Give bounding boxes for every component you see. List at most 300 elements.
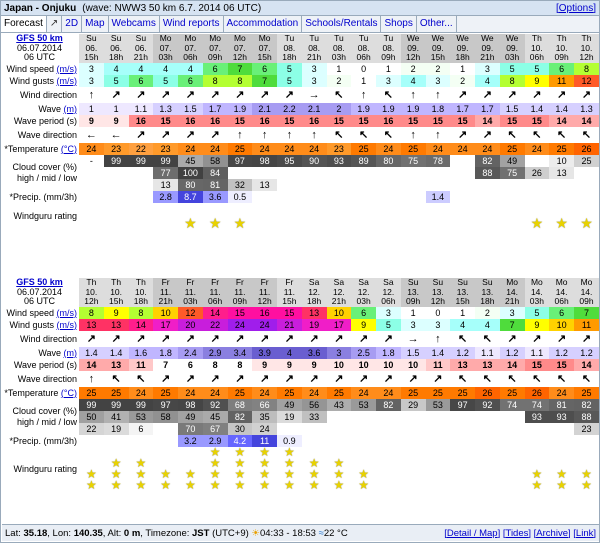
wave-cell: 3 xyxy=(327,347,352,359)
day-cell: Fr xyxy=(228,278,253,288)
wind-speed-cell: 1 xyxy=(376,63,401,75)
wave-cell: 1.9 xyxy=(228,103,253,115)
wind-speed-cell: 3 xyxy=(376,307,401,319)
wave-period-cell: 14 xyxy=(574,359,599,371)
wave-cell: 1.9 xyxy=(401,103,426,115)
direction-arrow-icon: ↑ xyxy=(88,372,95,385)
tab-shops[interactable]: Shops xyxy=(381,16,416,32)
unit-link[interactable]: (m) xyxy=(63,347,77,358)
direction-arrow-icon: ↗ xyxy=(309,372,319,385)
unit-link[interactable]: (m/s) xyxy=(56,307,77,318)
direction-arrow-icon: ↗ xyxy=(581,88,592,101)
wind-speed-cell: 2 xyxy=(426,63,451,75)
wind-speed-cell: 2 xyxy=(401,63,426,75)
wave-cell: 1.4 xyxy=(104,347,129,359)
wave-cell: 1.7 xyxy=(203,103,228,115)
day-cell: Mo xyxy=(525,278,550,288)
tab-map[interactable]: Map xyxy=(82,16,108,32)
run-utc: 06 UTC xyxy=(2,53,79,63)
wave-cell: 1.1 xyxy=(525,347,550,359)
wind-speed-cell: 8 xyxy=(79,307,104,319)
wind-speed-cell: 5 xyxy=(277,63,302,75)
rating-cell xyxy=(351,203,376,229)
link-link[interactable]: [Link] xyxy=(573,527,596,539)
tab-schools-rentals[interactable]: Schools/Rentals xyxy=(302,16,381,32)
wind-speed-cell: 0 xyxy=(426,307,451,319)
precip-cell: 4.2 xyxy=(228,435,253,447)
temperature-cell: 26 xyxy=(574,143,599,155)
model-name[interactable]: GFS 50 km xyxy=(2,278,79,288)
wind-gusts-cell: 19 xyxy=(302,319,327,331)
wind-speed-cell: 13 xyxy=(302,307,327,319)
wave-period-cell: 9 xyxy=(302,359,327,371)
day-cell: Su xyxy=(475,278,500,288)
title-bar xyxy=(1,1,599,16)
wind-gusts-row xyxy=(2,319,599,331)
precip-label: *Precip. (mm/3h) xyxy=(9,435,77,446)
direction-arrow-icon: → xyxy=(308,88,320,101)
wind-speed-row xyxy=(2,307,599,319)
alt-label: , Alt: xyxy=(102,527,122,539)
cloud-low-cell xyxy=(153,423,178,435)
rating-star-icon: ★ xyxy=(209,477,221,491)
cloud-low-cell xyxy=(302,179,327,191)
precip-cell xyxy=(549,191,574,203)
forecast-block-1 xyxy=(2,34,599,229)
cloud-mid-cell: 49 xyxy=(178,411,203,423)
cloud-mid-cell: 93 xyxy=(525,411,550,423)
wave-cell: 2.1 xyxy=(302,103,327,115)
hour-cell: 06h xyxy=(351,53,376,63)
direction-arrow-icon: ↗ xyxy=(334,372,344,385)
options-link[interactable]: [Options] xyxy=(555,2,596,14)
date-cell: 07. xyxy=(178,44,203,54)
day-cell: Fr xyxy=(203,278,228,288)
cloud-high-cell: 56 xyxy=(302,399,327,411)
rating-star-icon: ★ xyxy=(556,466,567,481)
wind-speed-cell: 1 xyxy=(450,307,475,319)
tab-accommodation[interactable]: Accommodation xyxy=(224,16,303,32)
direction-arrow-icon: ↗ xyxy=(507,88,517,101)
temperature-cell: 22 xyxy=(129,143,154,155)
direction-arrow-icon: ↗ xyxy=(383,332,393,345)
wave-cell: 1.4 xyxy=(426,347,451,359)
temperature-label: *Temperature (°C) xyxy=(4,143,77,154)
cloud-low-cell: 6 xyxy=(129,423,154,435)
cloud-mid-cell: 35 xyxy=(252,411,277,423)
unit-link[interactable]: (m/s) xyxy=(56,63,77,74)
temperature-cell: 25 xyxy=(153,387,178,399)
rating-star-icon: ★ xyxy=(531,466,543,481)
cloud-mid-cell xyxy=(104,167,129,179)
precip-cell: 11 xyxy=(252,435,277,447)
cloud-low-cell xyxy=(525,423,550,435)
rating-cell xyxy=(500,203,525,229)
rating-star-icon: ★ xyxy=(209,466,221,481)
direction-arrow-icon: ↗ xyxy=(458,128,468,141)
day-cell: Sa xyxy=(302,278,327,288)
wave-period-cell: 14 xyxy=(574,115,599,127)
wind-speed-row xyxy=(2,63,599,75)
direction-arrow-icon: ↗ xyxy=(260,332,270,345)
date-cell: 13. xyxy=(401,288,426,298)
wind-gusts-cell: 5 xyxy=(277,75,302,87)
precip-cell xyxy=(500,191,525,203)
direction-arrow-icon: ↗ xyxy=(383,372,393,385)
wave-cell: 1.7 xyxy=(475,103,500,115)
cloud-mid-cell: 53 xyxy=(129,411,154,423)
rating-cell xyxy=(327,447,352,491)
detail-map-link[interactable]: [Detail / Map] xyxy=(444,527,501,539)
date-cell: 14. xyxy=(574,288,599,298)
wave-period-row xyxy=(2,115,599,127)
rating-star-icon: ★ xyxy=(184,477,196,491)
wind-gusts-cell: 5 xyxy=(153,75,178,87)
rating-star-icon: ★ xyxy=(283,455,295,470)
run-date: 06.07.2014 xyxy=(2,288,79,298)
day-cell: We xyxy=(401,34,426,44)
wave-cell: 1.8 xyxy=(153,347,178,359)
date-cell: 09. xyxy=(401,44,426,54)
rating-cell xyxy=(277,203,302,229)
cloud-low-cell: 81 xyxy=(203,179,228,191)
day-cell: Sa xyxy=(351,278,376,288)
model-name[interactable]: GFS 50 km xyxy=(2,34,79,44)
wave-cell: 1.7 xyxy=(450,103,475,115)
cloud-high-cell: 10 xyxy=(549,155,574,167)
wind-speed-cell: 15 xyxy=(277,307,302,319)
cloud-mid-cell xyxy=(79,167,104,179)
cloud-low-cell xyxy=(525,179,550,191)
temperature-cell: 25 xyxy=(500,387,525,399)
precip-cell xyxy=(351,191,376,203)
direction-arrow-icon: ↖ xyxy=(482,332,492,345)
cloud-low-cell xyxy=(549,179,574,191)
rating-star-icon: ★ xyxy=(233,214,247,229)
wave-direction-label: Wave direction xyxy=(17,129,77,140)
cloud-mid-cell: 58 xyxy=(153,411,178,423)
wind-speed-cell: 1 xyxy=(450,63,475,75)
wind-gusts-cell: 4 xyxy=(450,319,475,331)
tab-webcams[interactable]: Webcams xyxy=(109,16,160,32)
rating-cell xyxy=(79,203,104,229)
rating-cell xyxy=(327,203,352,229)
precip-cell xyxy=(79,435,104,447)
precip-cell: 1.4 xyxy=(426,191,451,203)
wave-period-cell: 13 xyxy=(104,359,129,371)
wind-speed-cell: 9 xyxy=(104,307,129,319)
cloud-mid-row xyxy=(2,167,599,179)
cloud-mid-cell: 77 xyxy=(153,167,178,179)
cloud-high-cell: 45 xyxy=(178,155,203,167)
precip-cell xyxy=(376,435,401,447)
date-cell: 07. xyxy=(153,44,178,54)
day-cell: Sa xyxy=(327,278,352,288)
water-icon: ≈ xyxy=(318,527,324,539)
wind-gusts-cell: 3 xyxy=(426,319,451,331)
wave-period-cell: 16 xyxy=(203,115,228,127)
wave-period-cell: 6 xyxy=(178,359,203,371)
rating-star-icon: ★ xyxy=(85,477,97,491)
direction-arrow-icon: ↗ xyxy=(260,372,270,385)
direction-arrow-icon: ↗ xyxy=(482,88,492,101)
direction-arrow-icon: ↗ xyxy=(359,332,369,345)
temperature-cell: 25 xyxy=(228,387,253,399)
rating-cell xyxy=(426,447,451,491)
direction-arrow-icon: ↗ xyxy=(284,332,294,345)
wave-cell: 1.2 xyxy=(450,347,475,359)
rating-cell xyxy=(252,203,277,229)
wave-period-cell: 14 xyxy=(475,115,500,127)
wave-label: Wave (m) xyxy=(38,103,77,114)
precip-cell xyxy=(129,435,154,447)
precip-cell: 2.8 xyxy=(153,191,178,203)
temperature-cell: 24 xyxy=(376,387,401,399)
temperature-cell: 26 xyxy=(525,387,550,399)
day-cell: Tu xyxy=(277,34,302,44)
cloud-high-cell: 53 xyxy=(426,399,451,411)
rating-cell xyxy=(525,203,550,229)
temperature-cell: 24 xyxy=(351,387,376,399)
direction-arrow-icon: ↗ xyxy=(309,332,319,345)
direction-arrow-icon: ↗ xyxy=(111,332,121,345)
precip-cell xyxy=(401,191,426,203)
wind-speed-cell: 3 xyxy=(500,307,525,319)
hour-cell: 09h xyxy=(574,297,599,307)
day-cell: We xyxy=(475,34,500,44)
rating-star-icon: ★ xyxy=(530,214,544,229)
wave-cell: 1.1 xyxy=(475,347,500,359)
rating-star-icon: ★ xyxy=(160,466,171,481)
temperature-cell: 25 xyxy=(574,387,599,399)
cloud-high-cell: 92 xyxy=(203,399,228,411)
wind-gusts-cell: 11 xyxy=(574,319,599,331)
tab-2d[interactable]: 2D xyxy=(62,16,82,32)
direction-arrow-icon: ↗ xyxy=(185,128,195,141)
wave-cell: 2.2 xyxy=(277,103,302,115)
wave-period-cell: 15 xyxy=(277,115,302,127)
wind-direction-label: Wind direction xyxy=(19,333,77,344)
day-cell: Mo xyxy=(574,278,599,288)
wave-cell: 1.1 xyxy=(129,103,154,115)
wind-gusts-label: Wind gusts (m/s) xyxy=(9,319,77,330)
cloud-mid-cell xyxy=(351,167,376,179)
direction-arrow-icon: ↗ xyxy=(210,372,220,385)
cloud-low-cell: 67 xyxy=(203,423,228,435)
wave-period-cell: 10 xyxy=(327,359,352,371)
precip-cell xyxy=(401,435,426,447)
rating-star-icon: ★ xyxy=(333,477,345,491)
date-cell: 08. xyxy=(277,44,302,54)
wave-cell: 1.4 xyxy=(79,347,104,359)
hour-cell: 03h xyxy=(178,297,203,307)
wave-cell: 1.3 xyxy=(574,103,599,115)
cloud-mid-cell: 19 xyxy=(277,411,302,423)
temperature-cell: 24 xyxy=(252,143,277,155)
day-cell: Tu xyxy=(376,34,401,44)
direction-arrow-icon: ↗ xyxy=(161,372,171,385)
date-cell: 06. xyxy=(129,44,154,54)
wave-cell: 1.8 xyxy=(376,347,401,359)
hour-cell: 18h xyxy=(450,53,475,63)
date-cell: 08. xyxy=(327,44,352,54)
temperature-cell: 24 xyxy=(302,387,327,399)
cloud-low-cell xyxy=(104,179,129,191)
unit-link[interactable]: (°C) xyxy=(60,387,77,398)
precip-cell xyxy=(525,435,550,447)
direction-arrow-icon: ↖ xyxy=(383,88,393,101)
precip-cell: 8.7 xyxy=(178,191,203,203)
day-cell: Th xyxy=(549,34,574,44)
direction-arrow-icon: ↑ xyxy=(410,88,416,101)
temperature-row xyxy=(2,143,599,155)
direction-arrow-icon: ↗ xyxy=(185,332,195,345)
direction-arrow-icon: ↗ xyxy=(210,88,220,101)
date-cell: 06. xyxy=(79,44,104,54)
water-temp: 22 °C xyxy=(323,527,348,539)
day-cell: Fr xyxy=(178,278,203,288)
temperature-cell: 25 xyxy=(401,387,426,399)
precip-cell xyxy=(525,191,550,203)
precip-cell xyxy=(79,191,104,203)
rating-cell xyxy=(178,203,203,229)
hour-cell: 21h xyxy=(302,53,327,63)
rating-cell xyxy=(252,447,277,491)
rating-star-icon: ★ xyxy=(556,477,567,491)
date-cell: 07. xyxy=(252,44,277,54)
precip-cell xyxy=(104,191,129,203)
run-utc: 06 UTC xyxy=(2,297,79,307)
cloud-mid-cell xyxy=(450,411,475,423)
rating-cell xyxy=(153,447,178,491)
wave-period-cell: 13 xyxy=(450,359,475,371)
date-cell: 10. xyxy=(574,44,599,54)
rating-star-icon: ★ xyxy=(234,446,246,459)
temperature-cell: 25 xyxy=(351,143,376,155)
day-cell: Tu xyxy=(302,34,327,44)
wind-gusts-cell: 17 xyxy=(327,319,352,331)
wind-speed-cell: 4 xyxy=(104,63,129,75)
wind-gusts-cell: 4 xyxy=(401,75,426,87)
tab-bar xyxy=(1,16,599,33)
cloud-low-cell xyxy=(351,423,376,435)
unit-link[interactable]: (m) xyxy=(63,103,77,114)
temperature-cell: 25 xyxy=(401,143,426,155)
day-cell: Su xyxy=(104,34,129,44)
tab-forecast[interactable]: Forecast xyxy=(1,16,47,32)
wind-gusts-cell: 22 xyxy=(203,319,228,331)
wave-period-cell: 16 xyxy=(376,115,401,127)
cloud-low-cell: 19 xyxy=(104,423,129,435)
temperature-cell: 25 xyxy=(277,387,302,399)
wind-gusts-cell: 9 xyxy=(525,75,550,87)
rating-star-icon: ★ xyxy=(581,466,592,481)
cloud-mid-cell xyxy=(376,167,401,179)
wave-cell: 2.1 xyxy=(252,103,277,115)
hour-cell: 06h xyxy=(178,53,203,63)
cloud-high-cell: 89 xyxy=(351,155,376,167)
wave-cell: 1.5 xyxy=(401,347,426,359)
cloud-high-cell: 58 xyxy=(203,155,228,167)
rating-label: Windguru rating xyxy=(13,463,77,474)
wave-cell: 1.9 xyxy=(376,103,401,115)
direction-arrow-icon: ↗ xyxy=(185,372,195,385)
hour-cell: 03h xyxy=(500,53,525,63)
tab-wind-reports[interactable]: Wind reports xyxy=(160,16,224,32)
direction-arrow-icon: ↑ xyxy=(435,128,441,141)
rating-cell xyxy=(574,447,599,491)
direction-arrow-icon: ↖ xyxy=(557,372,567,385)
precip-cell xyxy=(450,435,475,447)
hour-cell: 21h xyxy=(153,297,178,307)
hour-cell: 12h xyxy=(252,297,277,307)
wind-gusts-cell: 13 xyxy=(104,319,129,331)
day-cell: Mo xyxy=(549,278,574,288)
wind-speed-cell: 6 xyxy=(203,63,228,75)
wind-speed-cell: 3 xyxy=(475,63,500,75)
date-cell: 13. xyxy=(450,288,475,298)
cloud-low-cell xyxy=(500,423,525,435)
rating-star-icon: ★ xyxy=(555,214,568,229)
precip-cell xyxy=(129,191,154,203)
direction-arrow-icon: ↗ xyxy=(433,372,443,385)
date-cell: 08. xyxy=(302,44,327,54)
hour-cell: 12h xyxy=(228,53,253,63)
cloud-mid-cell: 93 xyxy=(549,411,574,423)
rating-cell xyxy=(351,447,376,491)
cloud-low-cell: 23 xyxy=(574,423,599,435)
hour-cell: 21h xyxy=(475,53,500,63)
cloud-high-cell: 82 xyxy=(376,399,401,411)
direction-arrow-icon: ↗ xyxy=(136,128,146,141)
unit-link[interactable]: (m/s) xyxy=(56,75,77,86)
day-cell: Sa xyxy=(376,278,401,288)
direction-arrow-icon: ↗ xyxy=(581,332,592,345)
precip-cell: 0.5 xyxy=(228,191,253,203)
date-cell: 14. xyxy=(549,288,574,298)
rating-star-icon: ★ xyxy=(110,455,122,470)
direction-arrow-icon: ↖ xyxy=(482,372,492,385)
cloud-mid-cell xyxy=(500,411,525,423)
temperature-cell: 24 xyxy=(79,143,104,155)
cloud-low-cell xyxy=(376,179,401,191)
cloud-mid-cell xyxy=(228,167,253,179)
tab-other[interactable]: Other... xyxy=(417,16,457,32)
unit-link[interactable]: (m/s) xyxy=(56,319,77,330)
cloud-high-cell: 81 xyxy=(549,399,574,411)
precip-cell xyxy=(574,435,599,447)
rating-star-icon: ★ xyxy=(85,466,97,481)
cloud-high-cell: 80 xyxy=(376,155,401,167)
wave-cell: 3.4 xyxy=(228,347,253,359)
rating-star-icon: ★ xyxy=(184,466,196,481)
direction-arrow-icon: ↖ xyxy=(359,128,369,141)
day-cell: Th xyxy=(129,278,154,288)
archive-link[interactable]: [Archive] xyxy=(533,527,571,539)
cloud-high-cell: 29 xyxy=(401,399,426,411)
rating-row xyxy=(2,203,599,229)
direction-arrow-icon: ↖ xyxy=(334,128,344,141)
tides-link[interactable]: [Tides] xyxy=(502,527,532,539)
date-cell: 12. xyxy=(351,288,376,298)
rating-star-icon: ★ xyxy=(283,477,295,491)
cloud-mid-cell xyxy=(574,167,599,179)
tab-graph-icon[interactable]: ↗ xyxy=(47,16,62,32)
unit-link[interactable]: (°C) xyxy=(60,143,77,154)
cloud-mid-cell xyxy=(327,167,352,179)
wind-gusts-cell: 6 xyxy=(178,75,203,87)
precip-cell xyxy=(450,191,475,203)
